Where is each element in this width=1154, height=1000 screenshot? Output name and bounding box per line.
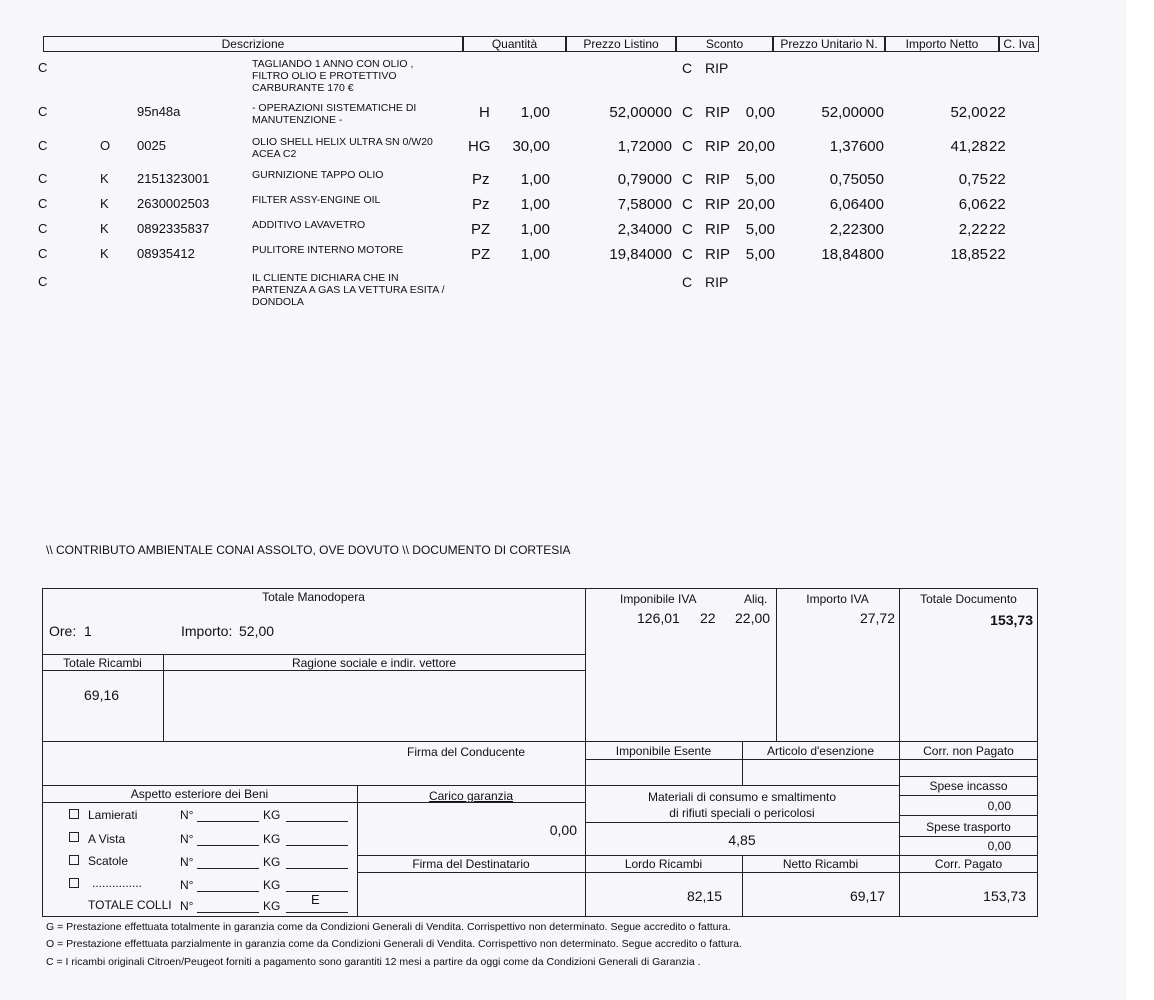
kg-label: KG [263,808,281,822]
row-flag: C [38,246,48,261]
kg-label: KG [263,878,281,892]
row-importo-netto: 0,75 [958,171,988,188]
row-um: PZ [471,221,491,238]
row-prezzo-listino: 52,00000 [609,104,672,121]
materiali-label-2: di rifiuti speciali o pericolosi [669,806,815,820]
row-type: K [100,196,109,211]
row-sconto-code: C [682,104,693,121]
row-importo-netto: 18,85 [950,246,988,263]
spese-incasso-label: Spese incasso [929,779,1008,793]
footnote-o: O = Prestazione effettuata parzialmente in garanzia come da Condizioni Generali di Vendita. Corrispettivo non determinato. Segue accredito o fattura. [46,938,742,950]
row-importo-netto: 2,22 [958,221,988,238]
row-sconto: 0,00 [745,104,775,121]
row-sconto: 20,00 [737,196,775,213]
footnote-c: C = I ricambi originali Citroen/Peugeot forniti a pagamento sono garantiti 12 mesi a partire da oggi come da Condizioni Generali di Garanzia . [46,956,701,968]
other-checkbox[interactable] [69,878,79,888]
importo-iva-value: 27,72 [859,610,895,626]
row-sconto: 5,00 [745,171,775,188]
lordo-ricambi-value: 82,15 [686,888,722,904]
row-qty: 1,00 [520,221,550,238]
row-type: K [100,221,109,236]
row-sconto-code: C [682,274,693,290]
row-flag: C [38,196,48,211]
row-qty: 1,00 [520,196,550,213]
header-importo-netto: Importo Netto [905,37,979,51]
materiali-value: 4,85 [728,832,756,848]
scatole-checkbox[interactable] [69,855,79,865]
netto-ricambi-value: 69,17 [849,888,885,904]
header-prezzo-listino: Prezzo Listino [583,37,659,51]
row-code: 95n48a [137,104,181,119]
row-sconto-code: C [682,196,693,213]
row-um: Pz [472,196,490,213]
row-code: 0892335837 [137,221,210,236]
row-c-iva: 22 [989,196,1006,213]
row-rip: RIP [705,274,729,290]
row-description: ADDITIVO LAVAVETRO [252,219,366,231]
row-importo-netto: 52,00 [950,104,988,121]
row-sconto-code: C [682,60,693,76]
row-sconto: 5,00 [745,221,775,238]
row-flag: C [38,221,48,236]
row-flag: C [38,171,48,186]
row-qty: 30,00 [512,138,550,155]
row-flag: C [38,274,48,289]
row-prezzo-unitario: 2,22300 [829,221,884,238]
totale-ricambi-label: Totale Ricambi [63,656,142,670]
footnote-g: G = Prestazione effettuata totalmente in garanzia come da Condizioni Generali di Vendita. Corrispettivo non determinato. Segue accredito o fattura. [46,921,731,933]
row-description: TAGLIANDO 1 ANNO CON OLIO , FILTRO OLIO E PROTETTIVO CARBURANTE 170 € [252,58,414,94]
importo-value: 52,00 [239,623,275,639]
row-sconto-code: C [682,246,693,263]
lamierati-label: Lamierati [88,808,138,822]
kg-label: KG [263,855,281,869]
row-type: K [100,171,109,186]
row-description: - OPERAZIONI SISTEMATICHE DI MANUTENZIONE - [252,102,417,126]
other-label: ............... [92,876,143,890]
spese-trasporto-label: Spese trasporto [926,820,1011,834]
row-um: Pz [472,171,490,188]
header-quantita: Quantità [491,37,538,51]
row-code: 08935412 [137,246,195,261]
aspetto-label: Aspetto esteriore dei Beni [130,787,269,801]
carico-garanzia-value: 0,00 [549,822,577,838]
a-vista-checkbox[interactable] [69,832,79,842]
n-label: N° [180,899,194,913]
imponibile-iva-value: 126,01 [637,610,680,626]
row-rip: RIP [705,196,731,213]
row-sconto-code: C [682,138,693,155]
row-rip: RIP [705,138,731,155]
row-prezzo-listino: 1,72000 [617,138,672,155]
header-c-iva: C. Iva [1003,37,1035,51]
row-qty: 1,00 [520,104,550,121]
ragione-sociale-label: Ragione sociale e indir. vettore [291,656,457,670]
row-qty: 1,00 [520,246,550,263]
row-code: 2151323001 [137,171,210,186]
row-qty: 1,00 [520,171,550,188]
row-description: FILTER ASSY-ENGINE OIL [252,194,381,206]
corr-non-pagato-label: Corr. non Pagato [923,744,1014,758]
spese-incasso-value: 0,00 [987,799,1011,813]
kg-label: KG [263,832,281,846]
row-description: GURNIZIONE TAPPO OLIO [252,169,384,181]
importo-label: Importo: [181,623,233,639]
row-importo-netto: 6,06 [958,196,988,213]
row-c-iva: 22 [989,138,1006,155]
row-flag: C [38,104,48,119]
row-rip: RIP [705,171,731,188]
totale-documento-label: Totale Documento [920,592,1017,606]
page-edge [1126,0,1154,1000]
importo-iva-label: Importo IVA [806,592,869,606]
iva-code: 22 [700,610,716,626]
row-description: PULITORE INTERNO MOTORE [252,244,404,256]
n-label: N° [180,808,194,822]
kg-label: KG [263,899,281,913]
row-um: H [479,104,490,121]
row-c-iva: 22 [989,221,1006,238]
totale-manodopera-label: Totale Manodopera [262,590,365,604]
row-rip: RIP [705,246,731,263]
row-prezzo-unitario: 1,37600 [829,138,884,155]
row-c-iva: 22 [989,246,1006,263]
ore-value: 1 [84,623,92,639]
row-importo-netto: 41,28 [950,138,988,155]
row-prezzo-listino: 19,84000 [609,246,672,263]
netto-ricambi-label: Netto Ricambi [782,857,859,871]
row-flag: C [38,138,48,153]
header-prezzo-unitario: Prezzo Unitario N. [780,37,878,51]
row-prezzo-unitario: 52,00000 [821,104,884,121]
materiali-label-1: Materiali di consumo e smaltimento [647,790,837,804]
totale-ricambi-value: 69,16 [84,687,120,703]
header-descrizione: Descrizione [221,37,285,51]
a-vista-label: A Vista [88,832,126,846]
row-sconto-code: C [682,221,693,238]
row-sconto-code: C [682,171,693,188]
row-type: O [100,138,111,153]
row-c-iva: 22 [989,104,1006,121]
firma-destinatario-label: Firma del Destinatario [412,857,530,871]
lordo-ricambi-label: Lordo Ricambi [624,857,703,871]
row-prezzo-unitario: 18,84800 [821,246,884,263]
spese-trasporto-value: 0,00 [987,839,1011,853]
row-sconto: 5,00 [745,246,775,263]
imponibile-esente-label: Imponibile Esente [615,744,712,758]
n-label: N° [180,855,194,869]
totale-colli-mark: E [311,892,320,907]
row-code: 2630002503 [137,196,210,211]
row-rip: RIP [705,221,731,238]
row-rip: RIP [705,104,731,121]
totale-colli-label: TOTALE COLLI [88,898,172,912]
row-prezzo-unitario: 0,75050 [829,171,884,188]
row-description: IL CLIENTE DICHIARA CHE IN PARTENZA A GAS LA VETTURA ESITA / DONDOLA [252,272,445,308]
row-flag: C [38,60,48,75]
lamierati-checkbox[interactable] [69,809,79,819]
row-sconto: 20,00 [737,138,775,155]
note-line: \\ CONTRIBUTO AMBIENTALE CONAI ASSOLTO, OVE DOVUTO \\ DOCUMENTO DI CORTESIA [46,543,571,557]
row-c-iva: 22 [989,171,1006,188]
carico-garanzia-label: Carico garanzia [428,789,514,803]
row-description: OLIO SHELL HELIX ULTRA SN 0/W20 ACEA C2 [252,136,433,160]
ore-label: Ore: [49,623,77,639]
row-rip: RIP [705,60,729,76]
totale-documento-value: 153,73 [990,612,1033,628]
row-prezzo-unitario: 6,06400 [829,196,884,213]
row-um: PZ [471,246,491,263]
row-prezzo-listino: 2,34000 [617,221,672,238]
articolo-esenzione-label: Articolo d'esenzione [766,744,875,758]
corr-pagato-label: Corr. Pagato [934,857,1003,871]
n-label: N° [180,878,194,892]
row-prezzo-listino: 0,79000 [617,171,672,188]
aliq-value: 22,00 [735,610,771,626]
firma-conducente-label: Firma del Conducente [407,745,526,759]
header-sconto: Sconto [705,37,744,51]
row-prezzo-listino: 7,58000 [617,196,672,213]
n-label: N° [180,832,194,846]
row-type: K [100,246,109,261]
row-um: HG [468,138,491,155]
aliq-label: Aliq. [744,592,768,606]
scatole-label: Scatole [88,854,129,868]
row-code: 0025 [137,138,166,153]
imponibile-iva-label: Imponibile IVA [620,592,697,606]
corr-pagato-value: 153,73 [983,888,1026,904]
